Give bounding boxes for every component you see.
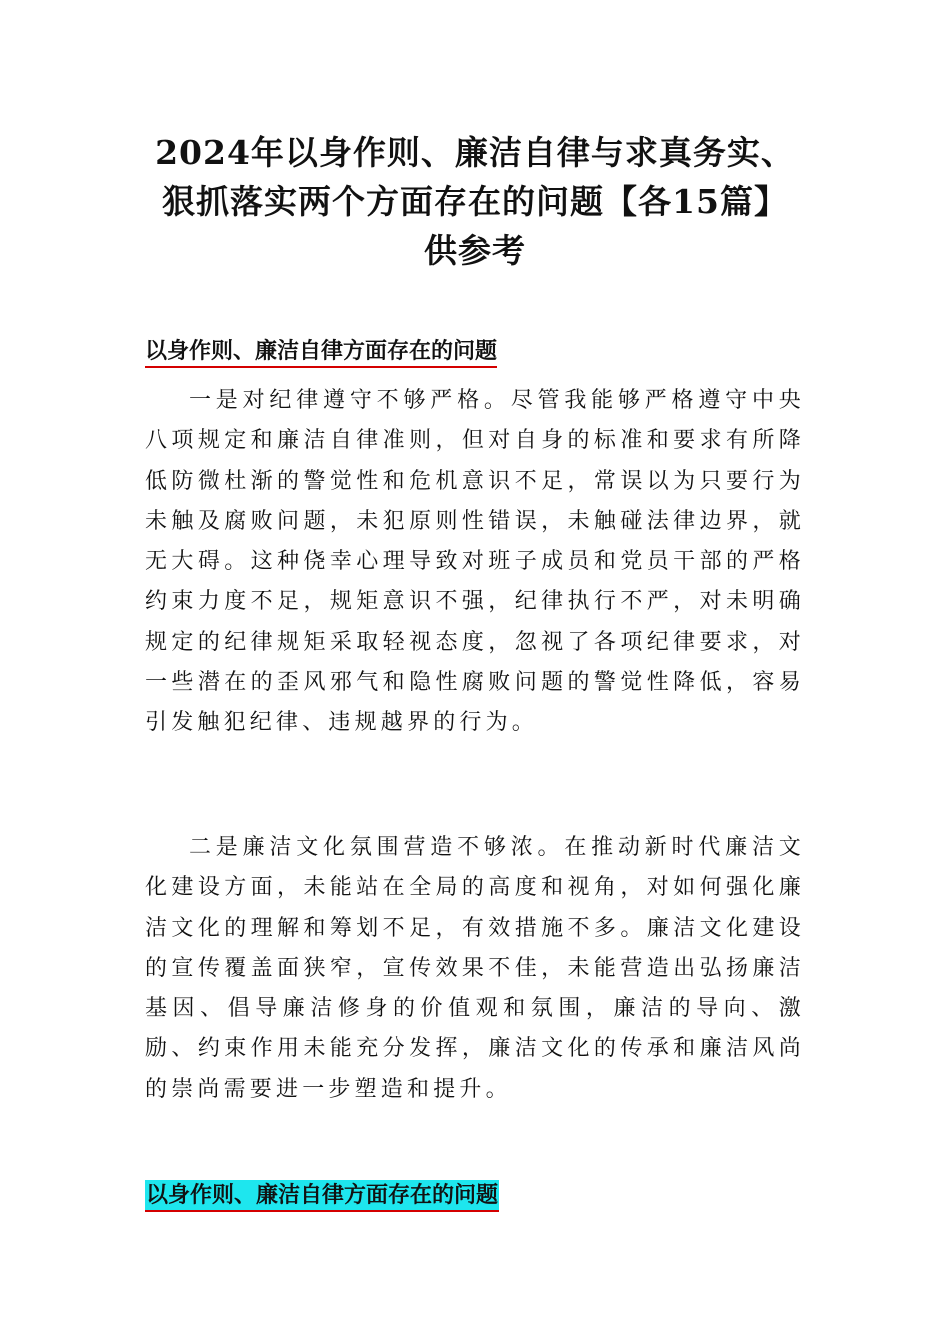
document-title <box>100 128 850 275</box>
title-line-3: 供参考 <box>424 231 526 270</box>
title-line-2: 狠抓落实两个方面存在的问题【各15篇】 <box>162 182 788 221</box>
section-heading-1: 以身作则、廉洁自律方面存在的问题 <box>145 336 497 368</box>
paragraph-2: 二是廉洁文化氛围营造不够浓。在推动新时代廉洁文化建设方面，未能站在全局的高度和视角，对如何强化廉洁文化的理解和筹划不足，有效措施不多。廉洁文化建设的宣传覆盖面狭窄，宣传效果不佳，未能营造出弘扬廉洁基因、倡导廉洁修身的价值观和氛围，廉洁的导向、激励、约束作用未能充分发挥，廉洁文化的传承和廉洁风尚的崇尚需要进一步塑造和提升。 <box>145 835 805 1102</box>
section-heading-2-highlighted: 以身作则、廉洁自律方面存在的问题 <box>145 1180 499 1212</box>
paragraph-1: 一是对纪律遵守不够严格。尽管我能够严格遵守中央八项规定和廉洁自律准则，但对自身的标准和要求有所降低防微杜渐的警觉性和危机意识不足，常误以为只要行为未触及腐败问题，未犯原则性错误，未触碰法律边界，就无大碍。这种侥幸心理导致对班子成员和党员干部的严格约束力度不足，规矩意识不强，纪律执行不严，对未明确规定的纪律规矩采取轻视态度，忽视了各项纪律要求，对一些潜在的歪风邪气和隐性腐败问题的警觉性降低，容易引发触犯纪律、违规越界的行为。 <box>145 388 805 736</box>
title-line-1: 2024年以身作则、廉洁自律与求真务实、 <box>155 133 795 172</box>
